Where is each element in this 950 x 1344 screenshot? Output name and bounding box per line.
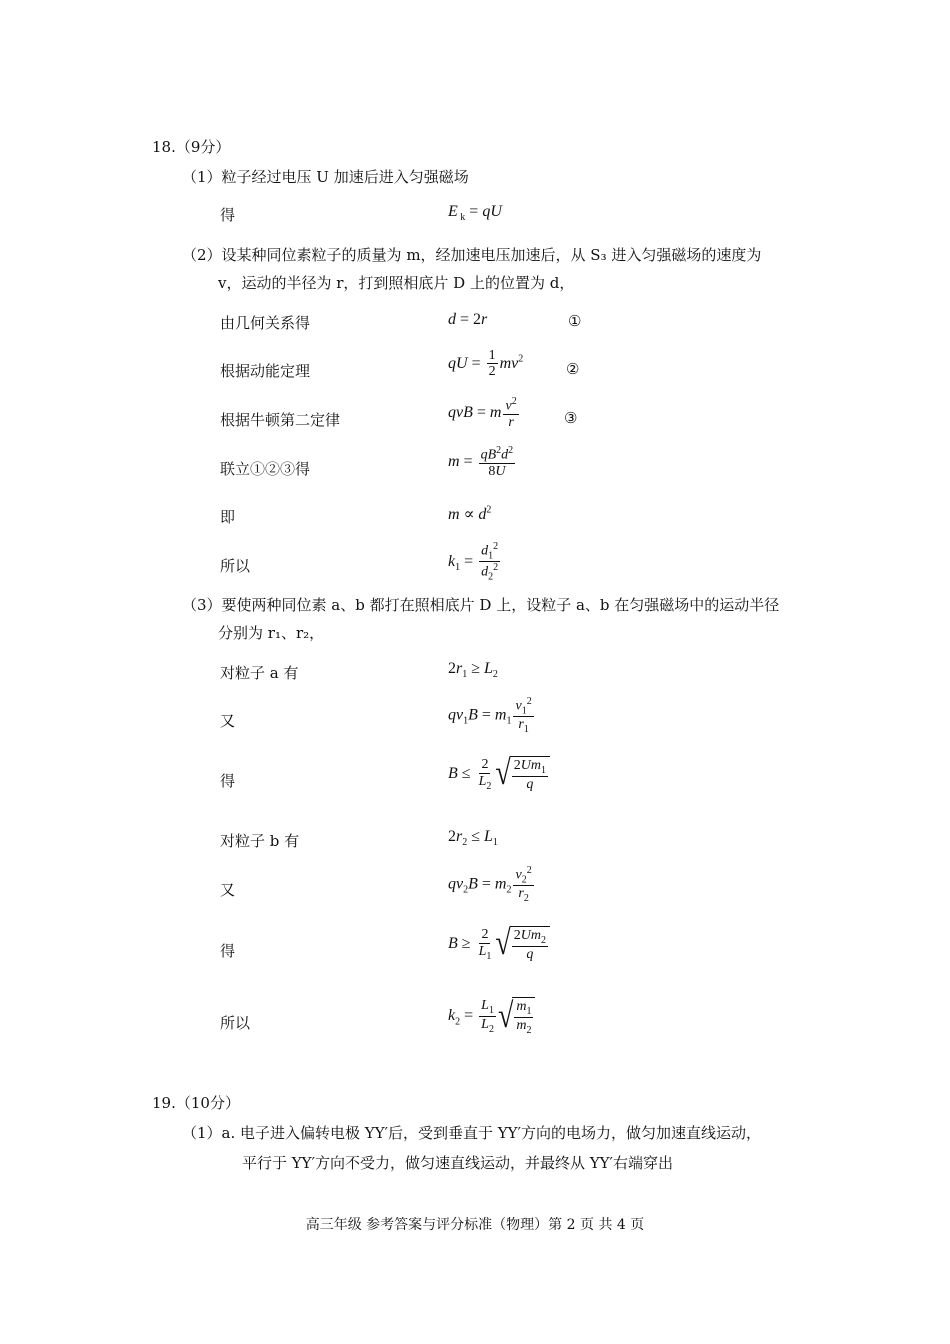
q18-part1-text: （1）粒子经过电压 U 加速后进入匀强磁场 [182,168,469,186]
equation-newton: qvB = m $\frac{v^2}{r}$ [448,396,517,431]
equation-mark: ② [566,360,580,378]
equation-a-newton: $qv_1B = m_1$ $\frac{v_1^2}{r_1}$ [448,696,532,736]
equation-ek: E $_k$ = qU [448,203,502,224]
equation-b-upper: B ≤ $\frac{2}{L_2}$ √ $\frac{2Um_1}{q}$ [448,756,550,793]
q18-row-label: 即 [220,508,236,526]
equation-d: d = 2r [448,311,488,328]
q18-part3-line1: （3）要使两种同位素 a、b 都打在照相底片 D 上，设粒子 a、b 在匀强磁场中的运动半径 [182,596,780,614]
q18-row-label: 根据牛顿第二定律 [220,411,341,429]
q18-part2-line1: （2）设某种同位素粒子的质量为 m，经加速电压加速后，从 S₃ 进入匀强磁场的速度为 [182,246,762,264]
page-footer: 高三年级 参考答案与评分标准（物理）第 2 页 共 4 页 [305,1217,645,1233]
q18-part1-label: 得 [220,206,236,224]
q18-row-label: 得 [220,772,236,790]
equation-mark: ① [568,312,582,330]
q18-row-label: 所以 [220,557,251,575]
q18-row-label: 对粒子 a 有 [220,664,299,682]
q18-row-label: 得 [220,942,236,960]
equation-r2-condition: $2r_2 \le L_1$ [448,828,498,849]
equation-k1: $k_1$ = $\frac{d_1^2}{d_2^2}$ [448,541,499,583]
equation-r1-condition: $2r_1 \ge L_2$ [448,660,498,681]
q18-row-label: 又 [220,712,236,730]
q18-row-label: 由几何关系得 [220,314,311,332]
q18-part3-line2: 分别为 r₁、r₂， [218,624,325,642]
equation-k2: $k_2$ = $\frac{L_1}{L_2}$ √ $\frac{m_1}{m_2}$ [448,997,535,1036]
equation-b-lower: B ≥ $\frac{2}{L_1}$ √ $\frac{2Um_2}{q}$ [448,926,550,963]
q19-header: 19.（10分） [152,1094,240,1112]
q18-row-label: 根据动能定理 [220,362,311,380]
q19-line2: 平行于 YY′方向不受力，做匀速直线运动，并最终从 YY′右端穿出 [242,1154,673,1172]
equation-proportional: $m \propto d^2$ [448,504,492,523]
q18-part2-line2: v，运动的半径为 r，打到照相底片 D 上的位置为 d， [218,274,575,292]
equation-energy: qU = $\frac{1}{2}$ $mv^2$ [448,348,524,380]
equation-b-newton: $qv_2B = m_2$ $\frac{v_2^2}{r_2}$ [448,865,532,905]
q18-row-label: 联立①②③得 [220,460,311,478]
equation-mass: m = $\frac{qB^2d^2}{8U}$ [448,445,514,480]
q18-row-label: 所以 [220,1014,251,1032]
q19-line1: （1）a. 电子进入偏转电极 YY′后，受到垂直于 YY′方向的电场力，做匀加速直线运动， [182,1124,761,1142]
q18-row-label: 对粒子 b 有 [220,832,300,850]
equation-mark: ③ [564,409,578,427]
q18-header: 18.（9分） [152,138,231,156]
q18-row-label: 又 [220,881,236,899]
